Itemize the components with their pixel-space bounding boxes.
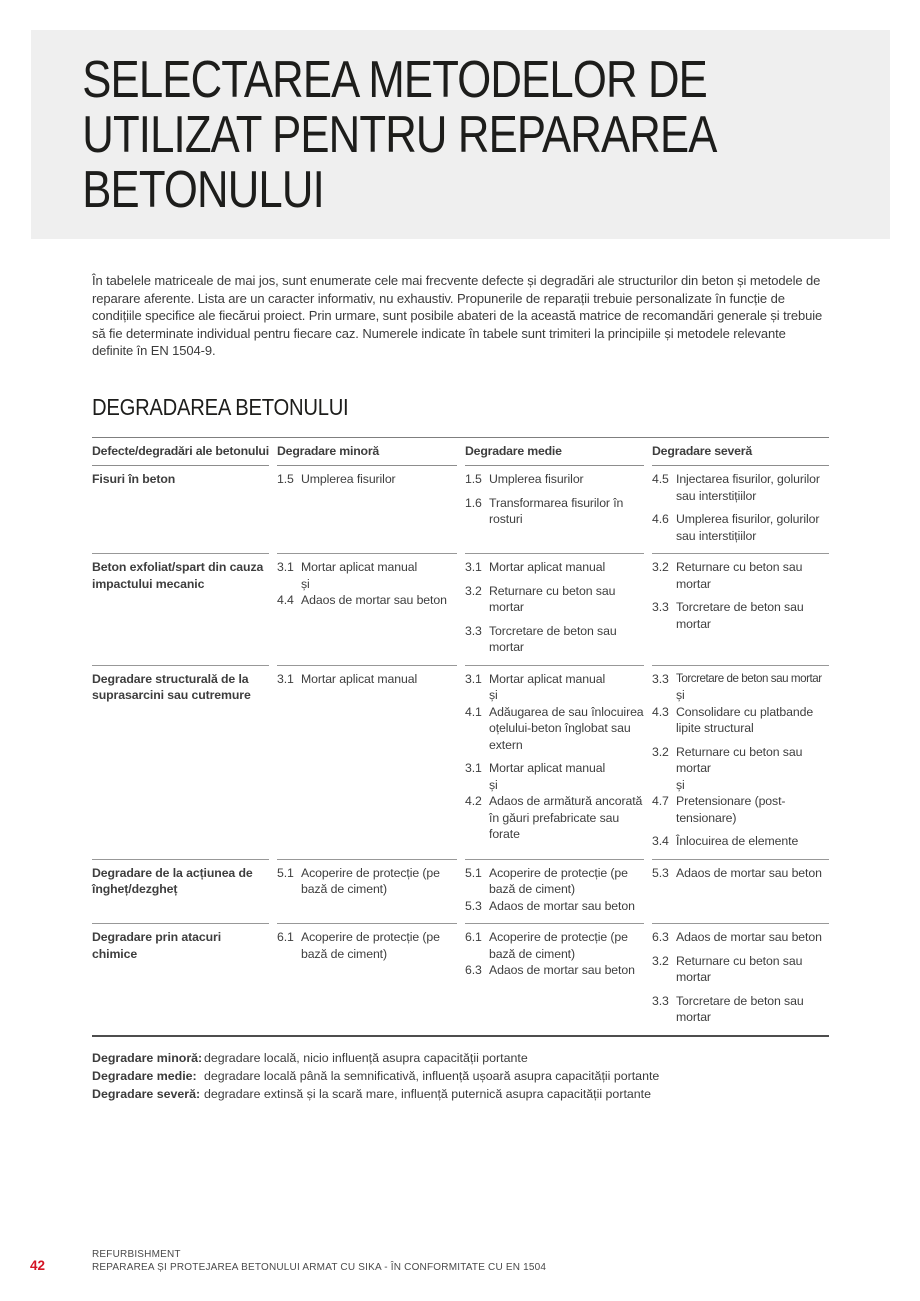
method-text: Adaos de mortar sau beton: [301, 593, 447, 607]
page-title-line-2: UTILIZAT PENTRU REPARAREA: [82, 106, 717, 164]
method-text: Pretensionare (post-tensionare): [676, 794, 786, 825]
column-header-0: Defecte/degradări ale betonului: [92, 438, 269, 466]
method-text: Acoperire de protecție (pe bază de ciment): [301, 930, 440, 961]
method-item: [465, 495, 644, 528]
method-connector: [652, 687, 829, 704]
column-header-2: Degradare medie: [465, 438, 644, 466]
methods-cell-medium: [465, 860, 644, 925]
method-number: 3.3: [652, 993, 669, 1008]
legend-label: Degradare minoră:: [92, 1051, 203, 1065]
method-item: [652, 833, 829, 850]
method-text: Torcretare de beton sau mortar: [489, 623, 617, 654]
methods-cell-severe: [652, 860, 829, 925]
method-item: [652, 744, 829, 777]
method-text: Umplerea fisurilor: [301, 472, 396, 486]
method-number: 3.1: [277, 671, 294, 686]
method-item: [277, 592, 457, 609]
method-connector: [277, 576, 457, 593]
method-number: 4.1: [465, 704, 482, 719]
method-number: 5.3: [465, 898, 482, 913]
page-title-line-1: SELECTAREA METODELOR DE: [82, 51, 707, 109]
method-text: și: [676, 688, 685, 702]
method-item: [652, 865, 829, 882]
page-title: [31, 30, 753, 218]
method-number: [652, 777, 676, 794]
method-item: [652, 511, 829, 544]
method-number: 1.5: [465, 472, 482, 486]
method-item: [652, 793, 829, 826]
method-number: 4.7: [652, 794, 669, 808]
degradation-legend: [92, 1050, 659, 1103]
method-text: Mortar aplicat manual: [489, 671, 606, 686]
method-text: Umplerea fisurilor, golurilor sau interstițiilor: [676, 512, 820, 543]
legend-text: degradare extinsă și la scară mare, influență puternică asupra capacității portante: [204, 1086, 652, 1101]
methods-cell-severe: [652, 666, 829, 860]
method-number: 4.6: [652, 512, 669, 526]
method-number: 6.3: [465, 963, 482, 977]
legend-text: degradare locală până la semnificativă, influență ușoară asupra capacității portante: [204, 1068, 660, 1083]
method-text: Injectarea fisurilor, golurilor sau interstițiilor: [676, 472, 820, 503]
method-item: [652, 599, 829, 632]
method-item: [652, 993, 829, 1026]
method-text: Înlocuirea de elemente: [676, 834, 799, 848]
method-item: [465, 471, 644, 488]
column-header-1: Degradare minoră: [277, 438, 457, 466]
footer-line-2: REPARAREA ȘI PROTEJAREA BETONULUI ARMAT CU SIKA - ÎN CONFORMITATE CU EN 1504: [92, 1262, 547, 1273]
method-text: Mortar aplicat manual: [489, 560, 606, 574]
hero-header-band: [31, 30, 890, 239]
legend-row-2: [92, 1086, 659, 1104]
method-number: 5.3: [652, 865, 669, 880]
degradation-matrix-table: [92, 437, 829, 1037]
intro-paragraph: În tabelele matriceale de mai jos, sunt enumerate cele mai frecvente defecte și degradări ale structurilor din beton și metodele de reparare aferente. Lista are un caracter informativ, nu exhaustiv. Propunerile de reparații trebuie personalizate în funcție de condițiile specifice ale fiecărui proiect. Prin urmare, sunt posibile abateri de la această matrice de recomandări generale și trebuie să fie determinate individual pentru fiecare caz. Numerele indicate în tabele sunt trimiteri la principiile și metodele relevante definite în EN 1504-9.: [92, 273, 823, 359]
legend-text: degradare locală, nicio influență asupra capacității portante: [204, 1051, 528, 1065]
method-number: 3.3: [652, 671, 669, 686]
defect-cell: Degradare structurală de la suprasarcini sau cutremure: [92, 666, 269, 860]
method-text: Adaos de mortar sau beton: [676, 930, 822, 944]
method-number: 3.1: [465, 560, 482, 574]
matrix-grid: [92, 438, 829, 1035]
method-number: [465, 777, 489, 794]
method-number: 1.6: [465, 495, 482, 510]
method-item: [465, 704, 644, 754]
method-text: Consolidare cu platbande lipite structural: [676, 704, 814, 735]
legend-label: Degradare medie:: [92, 1068, 197, 1083]
methods-cell-medium: [465, 466, 644, 554]
page-number: 42: [30, 1258, 46, 1273]
method-connector: [465, 777, 644, 794]
method-number: 3.1: [465, 671, 482, 686]
footer-line-1: REFURBISHMENT: [92, 1249, 181, 1260]
method-item: [652, 704, 829, 737]
method-number: 6.1: [465, 930, 482, 944]
method-item: [465, 671, 644, 688]
legend-row-1: [92, 1068, 659, 1086]
method-number: [652, 687, 676, 704]
footer-text: [92, 1248, 546, 1274]
methods-cell-medium: [465, 554, 644, 666]
method-number: 3.3: [465, 623, 482, 638]
methods-cell-medium: [465, 924, 644, 1035]
method-item: [652, 671, 829, 688]
methods-cell-minor: [277, 554, 457, 666]
defect-cell: Degradare prin atacuri chimice: [92, 930, 222, 961]
method-number: 4.4: [277, 593, 294, 607]
method-text: Adăugarea de sau înlocuirea oțelului-beton înglobat sau extern: [489, 704, 644, 752]
method-connector: [465, 687, 644, 704]
method-text: Torcretare de beton sau mortar: [676, 671, 822, 685]
method-number: 4.3: [652, 704, 669, 719]
method-item: [652, 559, 829, 592]
method-text: Mortar aplicat manual: [301, 671, 418, 686]
method-item: [465, 865, 644, 898]
method-number: 5.1: [465, 865, 482, 880]
method-number: 3.4: [652, 834, 669, 848]
method-text: Transformarea fisurilor în rosturi: [489, 495, 624, 526]
column-header-3: Degradare severă: [652, 438, 829, 466]
method-text: Returnare cu beton sau mortar: [676, 744, 803, 775]
method-item: [277, 559, 457, 576]
table-bottom-rule: [92, 1035, 829, 1037]
method-text: Returnare cu beton sau mortar: [676, 953, 803, 984]
method-text: și: [676, 777, 685, 792]
method-item: [652, 929, 829, 946]
method-number: 3.1: [277, 560, 294, 574]
method-item: [465, 623, 644, 656]
defect-cell: Fisuri în beton: [92, 466, 269, 554]
method-number: 3.2: [465, 583, 482, 598]
method-item: [277, 865, 457, 898]
method-text: Acoperire de protecție (pe bază de ciment): [489, 930, 628, 961]
method-item: [465, 898, 644, 915]
defect-cell: Beton exfoliat/spart din cauza impactului mecanic: [92, 554, 269, 666]
methods-cell-severe: [652, 554, 829, 666]
defect-cell: Degradare de la acțiunea de îngheț/dezgheț: [92, 860, 269, 925]
method-number: 5.1: [277, 865, 294, 880]
methods-cell-severe: [652, 466, 829, 554]
legend-label: Degradare severă:: [92, 1086, 201, 1101]
method-text: Adaos de mortar sau beton: [489, 898, 635, 913]
method-text: Acoperire de protecție (pe bază de ciment): [301, 865, 440, 896]
method-connector: [652, 777, 829, 794]
method-number: 4.5: [652, 472, 669, 486]
method-number: 3.2: [652, 953, 669, 968]
method-text: Mortar aplicat manual: [301, 560, 418, 574]
method-number: 4.2: [465, 794, 482, 808]
method-item: [277, 471, 457, 488]
methods-cell-severe: [652, 924, 829, 1035]
legend-row-0: [92, 1050, 659, 1068]
page-title-line-3: BETONULUI: [82, 161, 324, 219]
method-text: Umplerea fisurilor: [489, 472, 584, 486]
method-item: [277, 929, 457, 962]
method-text: și: [301, 576, 310, 591]
method-number: 3.2: [652, 560, 669, 574]
method-item: [465, 929, 644, 962]
method-number: 3.3: [652, 600, 669, 614]
method-number: 3.2: [652, 744, 669, 759]
method-item: [465, 583, 644, 616]
method-number: 3.1: [465, 761, 482, 775]
method-number: 1.5: [277, 472, 294, 486]
methods-cell-medium: [465, 666, 644, 860]
method-text: Adaos de mortar sau beton: [489, 963, 635, 977]
method-text: Torcretare de beton sau mortar: [676, 993, 804, 1024]
method-item: [465, 793, 644, 843]
method-text: Acoperire de protecție (pe bază de ciment): [489, 865, 628, 896]
method-item: [652, 471, 829, 504]
method-item: [652, 953, 829, 986]
method-number: 6.1: [277, 930, 294, 944]
method-text: Returnare cu beton sau mortar: [676, 560, 803, 591]
method-text: și: [489, 777, 498, 792]
methods-cell-minor: [277, 466, 457, 554]
method-item: [465, 760, 644, 777]
method-number: [277, 576, 301, 593]
method-text: Torcretare de beton sau mortar: [676, 600, 804, 631]
method-text: Mortar aplicat manual: [489, 761, 606, 775]
method-text: Adaos de armătură ancorată în găuri prefabricate sau forate: [489, 794, 643, 841]
methods-cell-minor: [277, 924, 457, 1035]
method-text: și: [489, 688, 498, 702]
method-item: [277, 671, 457, 688]
method-item: [465, 559, 644, 576]
method-number: 6.3: [652, 930, 669, 944]
method-text: Returnare cu beton sau mortar: [489, 583, 616, 614]
method-item: [465, 962, 644, 979]
method-number: [465, 687, 489, 704]
methods-cell-minor: [277, 860, 457, 925]
method-text: Adaos de mortar sau beton: [676, 865, 822, 880]
methods-cell-minor: [277, 666, 457, 860]
section-title: DEGRADAREA BETONULUI: [92, 394, 349, 420]
